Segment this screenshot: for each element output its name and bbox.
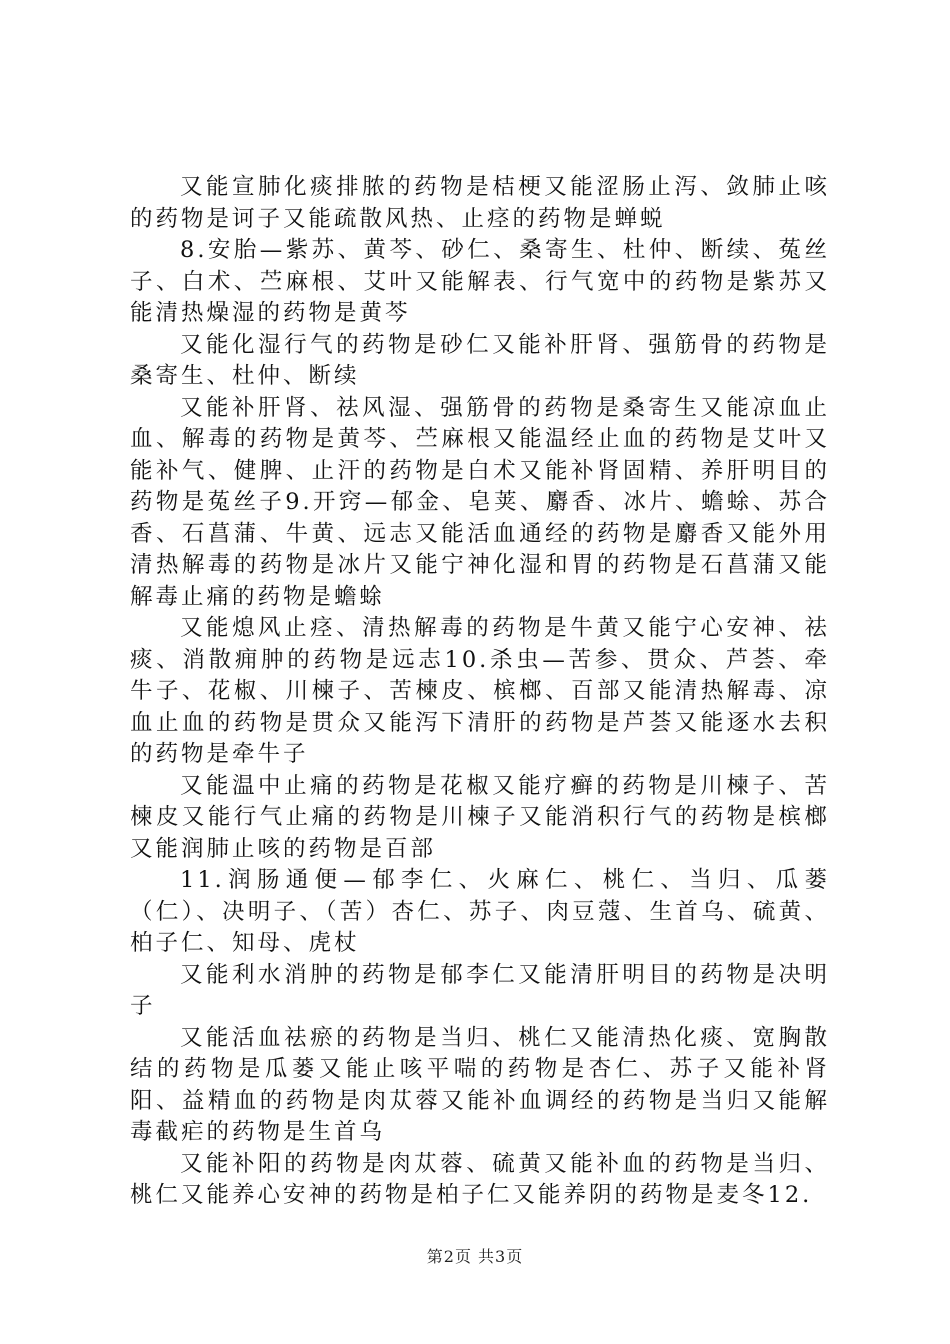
paragraph: 11.润肠通便—郁李仁、火麻仁、桃仁、当归、瓜蒌（仁）、决明子、（苦）杏仁、苏子、肉豆蔻、生首乌、硫黄、柏子仁、知母、虎杖: [130, 867, 830, 956]
paragraph: 又能补肝肾、祛风湿、强筋骨的药物是桑寄生又能凉血止血、解毒的药物是黄芩、苎麻根又能温经止血的药物是艾叶又能补气、健脾、止汗的药物是白术又能补肾固精、养肝明目的药物是菟丝子9.开窍—郁金、皂荚、麝香、冰片、蟾蜍、苏合香、石菖蒲、牛黄、远志又能活血通经的药物是麝香又能外用清热解毒的药物是冰片又能宁神化湿和胃的药物是石菖蒲又能解毒止痛的药物是蟾蜍: [130, 394, 830, 610]
document-body: [130, 172, 830, 1212]
paragraph: 又能宣肺化痰排脓的药物是桔梗又能涩肠止泻、敛肺止咳的药物是诃子又能疏散风热、止痉的药物是蝉蜕: [130, 174, 830, 232]
paragraph: 又能熄风止痉、清热解毒的药物是牛黄又能宁心安神、祛痰、消散痈肿的药物是远志10.杀虫—苦参、贯众、芦荟、牵牛子、花椒、川楝子、苦楝皮、槟榔、百部又能清热解毒、凉血止血的药物是贯众又能泻下清肝的药物是芦荟又能逐水去积的药物是牵牛子: [130, 615, 830, 767]
paragraph: 又能活血祛瘀的药物是当归、桃仁又能清热化痰、宽胸散结的药物是瓜蒌又能止咳平喘的药物是杏仁、苏子又能补肾阳、益精血的药物是肉苁蓉又能补血调经的药物是当归又能解毒截疟的药物是生首乌: [130, 1024, 830, 1145]
paragraph: 8.安胎—紫苏、黄芩、砂仁、桑寄生、杜仲、断续、菟丝子、白术、苎麻根、艾叶又能解表、行气宽中的药物是紫苏又能清热燥湿的药物是黄芩: [130, 237, 830, 326]
paragraph: 又能温中止痛的药物是花椒又能疗癣的药物是川楝子、苦楝皮又能行气止痛的药物是川楝子又能消积行气的药物是槟榔又能润肺止咳的药物是百部: [130, 772, 830, 862]
page-number: 第2页 共3页: [426, 1247, 524, 1266]
paragraph: 又能利水消肿的药物是郁李仁又能清肝明目的药物是决明子: [130, 961, 830, 1019]
paragraph: 又能化湿行气的药物是砂仁又能补肝肾、强筋骨的药物是桑寄生、杜仲、断续: [130, 331, 830, 389]
paragraph: 又能补阳的药物是肉苁蓉、硫黄又能补血的药物是当归、桃仁又能养心安神的药物是柏子仁又能养阴的药物是麦冬12.: [130, 1150, 830, 1208]
